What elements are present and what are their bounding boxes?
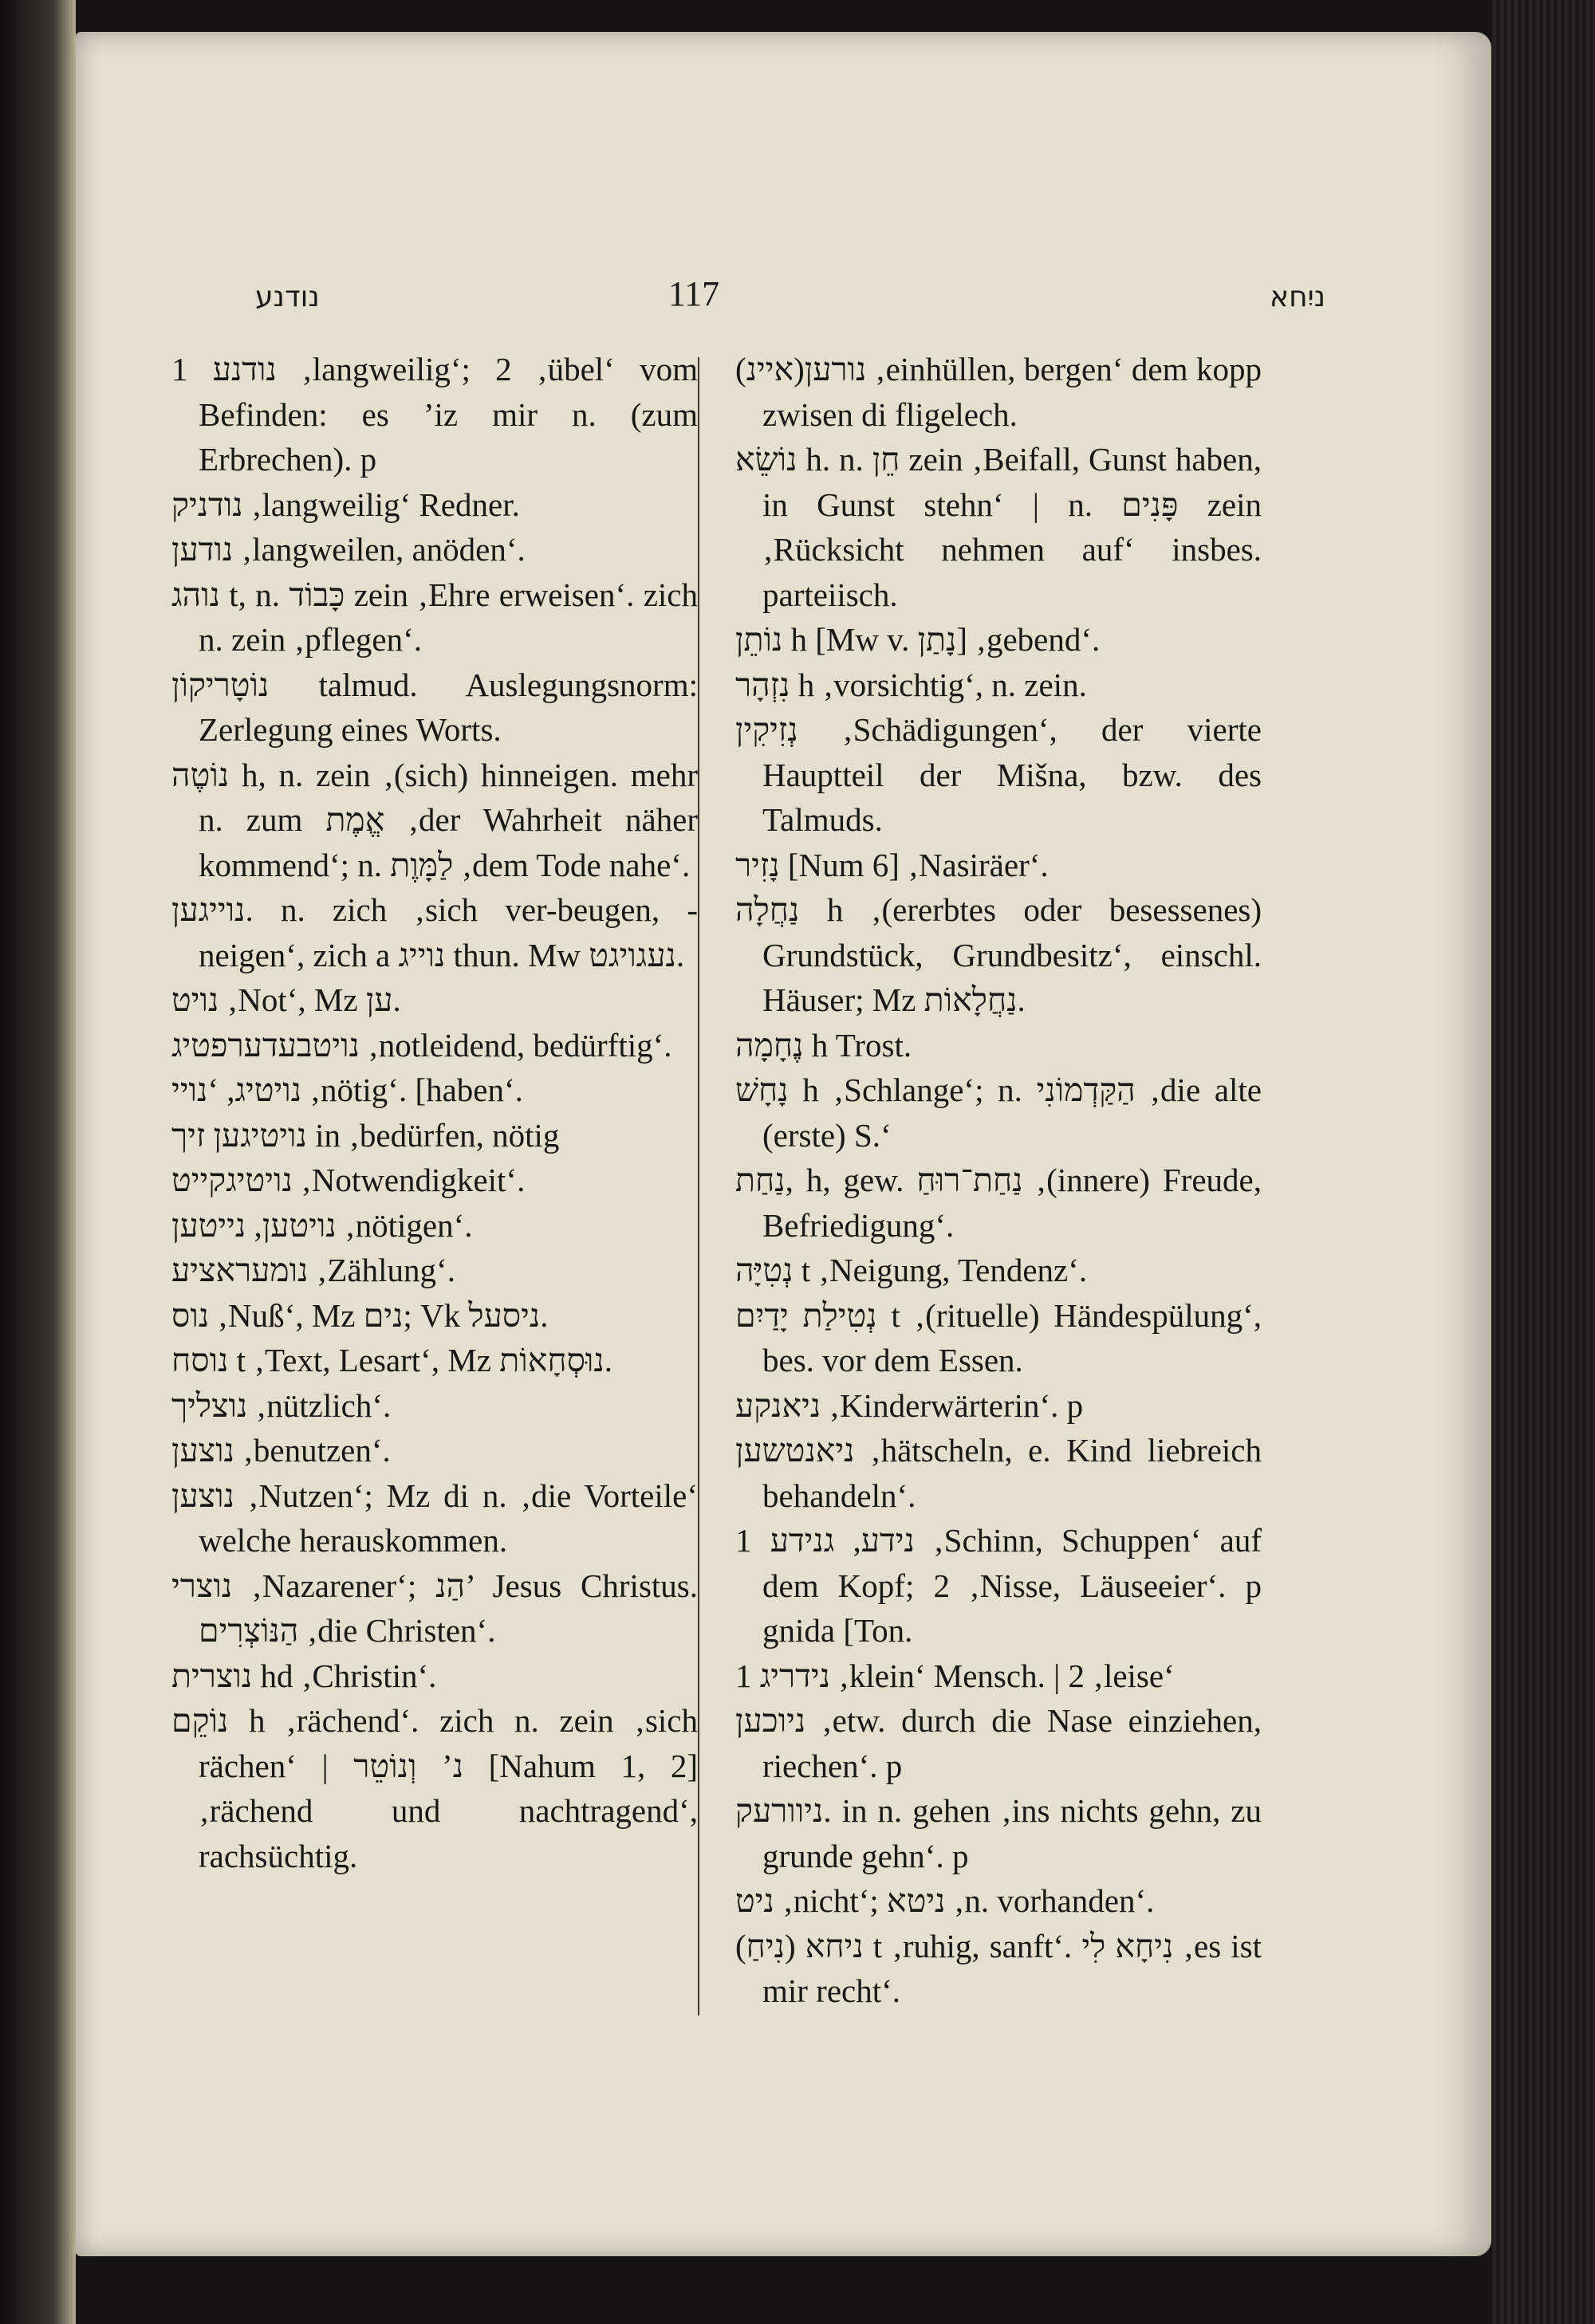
dictionary-entry: נויט ‚Not‘, Mz ען. (171, 981, 401, 1018)
dictionary-entry: ניוכען ‚etw. durch die Nase einziehen, riechen‘. p (735, 1702, 1262, 1784)
dictionary-entry: נוֹתֵן h [Mw v. נָתַן] ‚gebend‘. (735, 621, 1101, 658)
dictionary-entry: ניוורעק. in n. gehen ‚ins nichts gehn, zu grunde gehn‘. p (735, 1792, 1262, 1874)
dictionary-entry: נוצרית hd ‚Christin‘. (171, 1657, 437, 1694)
dictionary-entry: נוצען ‚benutzen‘. (171, 1432, 391, 1469)
dictionary-entry: נודען ‚langweilen, anöden‘. (171, 531, 526, 568)
dictionary-entry: נְטִיָּה t ‚Neigung, Tendenz‘. (735, 1252, 1088, 1288)
dictionary-entry: נוֹטֶה h, n. zein ‚(sich) hinneigen. mehr n. zum אֱמֶת ‚der Wahrheit näher kommend‘; n. לַמָּוֶת ‚dem Tode nahe‘. (171, 756, 699, 883)
dictionary-entry: נוס ‚Nuß‘, Mz נים; Vk ניסעל. (171, 1296, 549, 1334)
dictionary-entry: נְזִיקִין ‚Schädigungen‘, der vierte Hauptteil der Mišna, bzw. des Talmuds. (735, 711, 1262, 838)
dictionary-entry: נְטִילַת יָדַיִם t ‚(rituelle) Händespülung‘, bes. vor dem Essen. (735, 1296, 1262, 1378)
dictionary-entry: נויטיגען זיך in ‚bedürfen, nötig (171, 1116, 560, 1154)
dictionary-entry: נוצליך ‚nützlich‘. (171, 1386, 392, 1424)
dictionary-entry: נַחֲלָה h ‚(ererbtes oder besessenes) Grundstück, Grundbesitz‘, einschl. Häuser; Mz נַחֲלָאוֹת. (735, 891, 1262, 1018)
dictionary-column-left (171, 347, 698, 1878)
adjacent-page-edge (0, 0, 76, 2324)
running-head-left: נודנע (255, 281, 320, 313)
dictionary-entry: נָזִיר [Num 6] ‚Nasiräer‘. (735, 846, 1049, 883)
dictionary-entry: נוצען ‚Nutzen‘; Mz di n. ‚die Vorteile‘ welche herauskommen. (171, 1477, 698, 1559)
dictionary-entry: נוהג t, n. כָּבוֹד zein ‚Ehre erweisen‘. zich n. zein ‚pflegen‘. (171, 576, 698, 658)
dictionary-entry: נָחָשׁ h ‚Schlange‘; n. הַקַּדְמוֹנִי ‚die alte (erste) S.‘ (735, 1072, 1262, 1154)
dictionary-entry: ניאנטשען ‚hätscheln, e. Kind liebreich behandeln‘. (735, 1432, 1262, 1514)
dictionary-entry: נידע, גנידע 1 ‚Schinn, Schuppen‘ auf dem Kopf; 2 ‚Nisse, Läuseeier‘. p gnida [Ton. (735, 1522, 1262, 1649)
dictionary-entry: נודניק ‚langweilig‘ Redner. (171, 486, 520, 523)
dictionary-entry: נִזְהָר h ‚vorsichtig‘, n. zein. (735, 666, 1087, 703)
running-head-right: ניִחא (1270, 281, 1326, 313)
page-number: 117 (668, 274, 720, 313)
dictionary-entry: נוצרי ‚Nazarener‘; הַנ’ Jesus Christus. הַנּוֹצְרִים ‚die Christen‘. (171, 1567, 699, 1649)
dictionary-column-right (735, 347, 1262, 2014)
dictionary-entry: ניט ‚nicht‘; ניטא ‚n. vorhanden‘. (735, 1882, 1155, 1919)
dictionary-entry: נוסח t ‚Text, Lesart‘, Mz נוּסְחָאוֹת. (171, 1342, 612, 1378)
dictionary-entry: ניחא (נִיחַ) t ‚ruhig, sanft‘. נִיחָא לִי ‚es ist mir recht‘. (735, 1927, 1262, 2009)
dictionary-entry: ניאנקע ‚Kinderwärterin‘. p (735, 1386, 1084, 1424)
dictionary-entry: נודנע 1 ‚langweilig‘; 2 ‚übel‘ vom Befinden: es ’iz mir n. (zum Erbrechen). p (171, 351, 699, 478)
dictionary-entry: נויטיגקייט ‚Notwendigkeit‘. (171, 1162, 526, 1198)
dictionary-entry: נוֹטָריקוֹן talmud. Auslegungsnorm: Zerlegung eines Worts. (171, 666, 698, 748)
dictionary-entry: נֶחָמָה h Trost. (735, 1026, 912, 1064)
dictionary-entry: (איינ)נורען ‚einhüllen, bergen‘ dem kopp zwisen di fligelech. (735, 351, 1262, 433)
dictionary-entry: נוייגען. n. zich ‚sich ver-beugen, -neigen‘, zich a נוייג thun. Mw נעגויגט. (171, 891, 698, 973)
dictionary-entry: נומעראציע ‚Zählung‘. (171, 1252, 455, 1288)
column-divider (698, 357, 699, 2015)
dictionary-entry: נַחַת, h, gew. נַחַת־רוּחַ ‚(innere) Freude, Befriedigung‘. (735, 1162, 1262, 1244)
dictionary-entry: נוֹשֵׂא h. n. חֵן zein ‚Beifall, Gunst haben, in Gunst stehn‘ | n. פָּנִים zein ‚Rücksicht nehmen auf‘ insbes. parteiisch. (735, 441, 1262, 613)
dictionary-entry: נוֹקֵם h ‚rächend‘. zich n. zein ‚sich rächen‘ | נ’ וְנוֹטֵר [Nahum 1, 2] ‚rächend und nachtragend‘, rachsüchtig. (171, 1702, 698, 1874)
dictionary-entry: נויטיג, ‘נויי ‚nötig‘. [haben‘. (171, 1072, 523, 1108)
dictionary-entry: נידריג 1 ‚klein‘ Mensch. | 2 ‚leise‘ (735, 1657, 1175, 1694)
dictionary-entry: נויטבעדערפטיג ‚notleidend, bedürftig‘. (171, 1026, 672, 1064)
book-spine-edge (1491, 0, 1595, 2324)
dictionary-entry: נויטען, נייטען ‚nötigen‘. (171, 1206, 473, 1244)
